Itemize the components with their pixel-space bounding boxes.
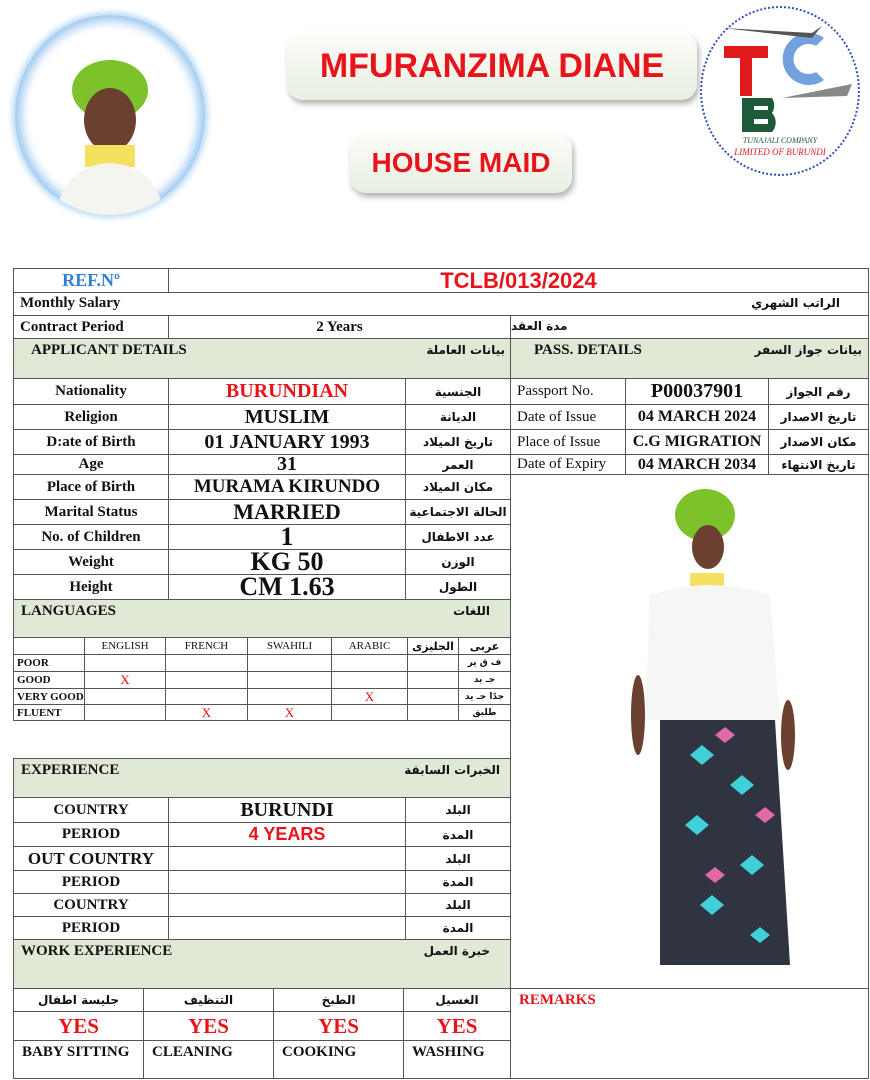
passport-field-value: 04 MARCH 2024 <box>625 404 769 430</box>
logo-line1: TUNAJALI COMPANY <box>742 136 818 145</box>
ref-label: REF.Nº <box>13 268 169 293</box>
language-mark <box>331 654 408 672</box>
passport-field-label-ar: تاريخ الاصدار <box>768 404 869 430</box>
applicant-field-label-ar: عدد الاطفال <box>405 524 511 550</box>
language-level: FLUENT <box>13 704 85 721</box>
ref-number: TCLB/013/2024 <box>168 268 869 293</box>
passport-field-label: Date of Expiry <box>510 454 626 475</box>
skill-label-ar: جليسة اطفال <box>13 988 144 1012</box>
experience-label: COUNTRY <box>13 893 169 917</box>
candidate-name: MFURANZIMA DIANE <box>287 32 697 100</box>
language-level-ar: طليق <box>458 704 511 721</box>
language-level-ar: جـ يد <box>458 671 511 689</box>
language-mark <box>331 704 408 721</box>
experience-label-ar: المدة <box>405 870 511 894</box>
applicant-field-label: Age <box>13 454 169 475</box>
applicant-field-label: Weight <box>13 549 169 575</box>
applicant-field-value: 01 JANUARY 1993 <box>168 429 406 455</box>
experience-label: COUNTRY <box>13 797 169 823</box>
applicant-field-label-ar: الديانة <box>405 404 511 430</box>
passport-field-value: P00037901 <box>625 378 769 405</box>
experience-label: PERIOD <box>13 870 169 894</box>
experience-value <box>168 916 406 940</box>
passport-field-label: Passport No. <box>510 378 626 405</box>
applicant-field-value: MURAMA KIRUNDO <box>168 474 406 500</box>
language-column-header: الجليزى <box>407 637 459 655</box>
work-experience-header-ar: خبرة العمل <box>423 944 490 958</box>
experience-label: PERIOD <box>13 822 169 847</box>
passport-field-label-ar: تاريخ الانتهاء <box>768 454 869 475</box>
experience-label-ar: البلد <box>405 893 511 917</box>
full-body-photo <box>630 485 810 975</box>
applicant-field-label: No. of Children <box>13 524 169 550</box>
experience-header-ar: الخبرات السابقة <box>404 763 500 777</box>
skill-label: WASHING <box>403 1040 511 1079</box>
language-column-header <box>13 637 85 655</box>
skill-label-ar: التنظيف <box>143 988 274 1012</box>
work-experience-header: WORK EXPERIENCE <box>21 943 173 959</box>
experience-value: 4 YEARS <box>168 822 406 847</box>
experience-label: PERIOD <box>13 916 169 940</box>
language-level-ar: ف ق ير <box>458 654 511 672</box>
applicant-field-label: Marital Status <box>13 499 169 525</box>
language-column-header: ENGLISH <box>84 637 166 655</box>
language-mark: X <box>247 704 332 721</box>
languages-header-ar: اللغات <box>453 604 490 618</box>
applicant-details-header: APPLICANT DETAILS <box>31 342 187 358</box>
language-column-header: عربى <box>458 637 511 655</box>
applicant-field-label-ar: مكان الميلاد <box>405 474 511 500</box>
language-mark <box>247 688 332 705</box>
position-title: HOUSE MAID <box>350 133 572 193</box>
skill-value: YES <box>403 1011 511 1041</box>
language-mark <box>407 688 459 705</box>
language-column-header: SWAHILI <box>247 637 332 655</box>
passport-details-header: PASS. DETAILS <box>534 342 642 358</box>
passport-field-label-ar: مكان الاصدار <box>768 429 869 455</box>
skill-value: YES <box>143 1011 274 1041</box>
language-mark <box>165 688 248 705</box>
passport-field-value: C.G MIGRATION <box>625 429 769 455</box>
language-mark: X <box>331 688 408 705</box>
company-logo <box>700 6 860 176</box>
applicant-field-label-ar: الوزن <box>405 549 511 575</box>
skill-value: YES <box>13 1011 144 1041</box>
language-column-header: ARABIC <box>331 637 408 655</box>
monthly-salary-label: Monthly Salary <box>20 295 121 311</box>
experience-value <box>168 870 406 894</box>
skill-label-ar: الغسيل <box>403 988 511 1012</box>
applicant-field-value: MARRIED <box>168 499 406 525</box>
language-column-header: FRENCH <box>165 637 248 655</box>
skill-value: YES <box>273 1011 404 1041</box>
skill-label: CLEANING <box>143 1040 274 1079</box>
applicant-field-label-ar: تاريخ الميلاد <box>405 429 511 455</box>
applicant-field-value: KG 50 <box>168 549 406 575</box>
applicant-field-label: Nationality <box>13 378 169 405</box>
experience-value: BURUNDI <box>168 797 406 823</box>
applicant-field-label-ar: الجنسية <box>405 378 511 405</box>
skill-label-ar: الطبخ <box>273 988 404 1012</box>
skill-label: BABY SITTING <box>13 1040 144 1079</box>
passport-field-label: Date of Issue <box>510 404 626 430</box>
passport-field-label: Place of Issue <box>510 429 626 455</box>
remarks-label: REMARKS <box>510 988 869 1079</box>
applicant-field-value: CM 1.63 <box>168 574 406 600</box>
applicant-field-label-ar: العمر <box>405 454 511 475</box>
language-mark <box>84 654 166 672</box>
experience-value <box>168 893 406 917</box>
applicant-field-label: Place of Birth <box>13 474 169 500</box>
applicant-field-value: MUSLIM <box>168 404 406 430</box>
applicant-field-value: 1 <box>168 524 406 550</box>
applicant-field-value: BURUNDIAN <box>168 378 406 405</box>
experience-label-ar: البلد <box>405 846 511 871</box>
language-mark <box>84 704 166 721</box>
language-mark <box>407 654 459 672</box>
applicant-field-label-ar: الحالة الاجتماعية <box>405 499 511 525</box>
applicant-field-label-ar: الطول <box>405 574 511 600</box>
language-mark: X <box>165 704 248 721</box>
monthly-salary-label-ar: الراتب الشهري <box>751 296 840 310</box>
language-mark <box>165 654 248 672</box>
language-mark <box>84 688 166 705</box>
language-mark <box>165 671 248 689</box>
language-level-ar: جدًا جـ يد <box>458 688 511 705</box>
contract-period-label: Contract Period <box>13 315 169 339</box>
languages-header: LANGUAGES <box>21 603 117 619</box>
applicant-field-label: Height <box>13 574 169 600</box>
language-mark <box>331 671 408 689</box>
passport-field-value: 04 MARCH 2034 <box>625 454 769 475</box>
language-mark <box>407 671 459 689</box>
experience-label-ar: المدة <box>405 822 511 847</box>
applicant-field-label: Religion <box>13 404 169 430</box>
contract-period-label-ar: مدة العقد <box>510 315 869 339</box>
applicant-field-label: D:ate of Birth <box>13 429 169 455</box>
language-level: VERY GOOD <box>13 688 85 705</box>
language-level: GOOD <box>13 671 85 689</box>
experience-label: OUT COUNTRY <box>13 846 169 871</box>
portrait-photo <box>15 15 205 215</box>
contract-period-value: 2 Years <box>168 315 511 339</box>
experience-header: EXPERIENCE <box>21 762 120 778</box>
experience-label-ar: المدة <box>405 916 511 940</box>
passport-field-label-ar: رقم الجواز <box>768 378 869 405</box>
language-mark <box>407 704 459 721</box>
passport-details-header-ar: بيانات جواز السفر <box>754 343 862 357</box>
applicant-field-value: 31 <box>168 454 406 475</box>
skill-label: COOKING <box>273 1040 404 1079</box>
language-mark <box>247 671 332 689</box>
language-mark: X <box>84 671 166 689</box>
experience-label-ar: البلد <box>405 797 511 823</box>
applicant-details-header-ar: بيانات العاملة <box>426 343 505 357</box>
language-mark <box>247 654 332 672</box>
language-level: POOR <box>13 654 85 672</box>
logo-line2: LIMITED OF BURUNDI <box>734 147 826 157</box>
experience-value <box>168 846 406 871</box>
